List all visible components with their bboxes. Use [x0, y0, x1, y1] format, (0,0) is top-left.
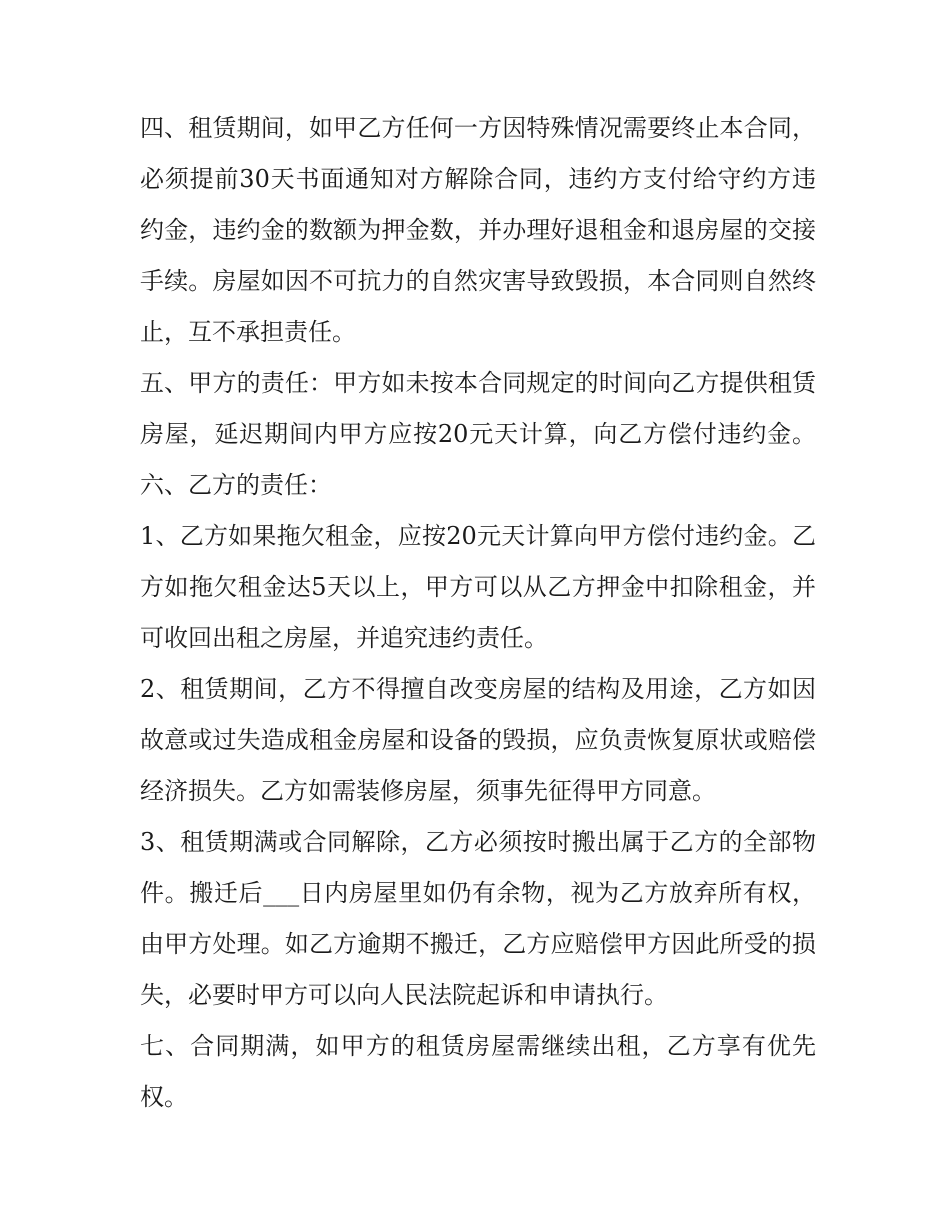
clause-four-paragraph: 四、租赁期间，如甲乙方任何一方因特殊情况需要终止本合同，必须提前30天书面通知对方解除合同，违约方支付给守约方违约金，违约金的数额为押金数，并办理好退租金和退房屋的交接手续。房屋如因不可抗力的自然灾害导致毁损，本合同则自然终止，互不承担责任。: [140, 114, 816, 346]
clause-six-item-3-paragraph: 3、租赁期满或合同解除，乙方必须按时搬出属于乙方的全部物件。搬迁后___日内房屋里如仍有余物，视为乙方放弃所有权，由甲方处理。如乙方逾期不搬迁，乙方应赔偿甲方因此所受的损失，必要时甲方可以向人民法院起诉和申请执行。: [140, 828, 816, 1009]
clause-five-paragraph: 五、甲方的责任：甲方如未按本合同规定的时间向乙方提供租赁房屋，延迟期间内甲方应按20元天计算，向乙方偿付违约金。 六、乙方的责任：: [140, 369, 816, 499]
clause-seven-paragraph: 七、合同期满，如甲方的租赁房屋需继续出租，乙方享有优先权。: [140, 1032, 816, 1111]
document-body: [140, 103, 816, 1123]
clause-six-item-1-paragraph: 1、乙方如果拖欠租金，应按20元天计算向甲方偿付违约金。乙方如拖欠租金达5天以上，甲方可以从乙方押金中扣除租金，并可收回出租之房屋，并追究违约责任。: [140, 522, 816, 652]
clause-six-item-2-paragraph: 2、租赁期间，乙方不得擅自改变房屋的结构及用途，乙方如因故意或过失造成租金房屋和设备的毁损，应负责恢复原状或赔偿经济损失。乙方如需装修房屋，须事先征得甲方同意。: [140, 675, 816, 805]
